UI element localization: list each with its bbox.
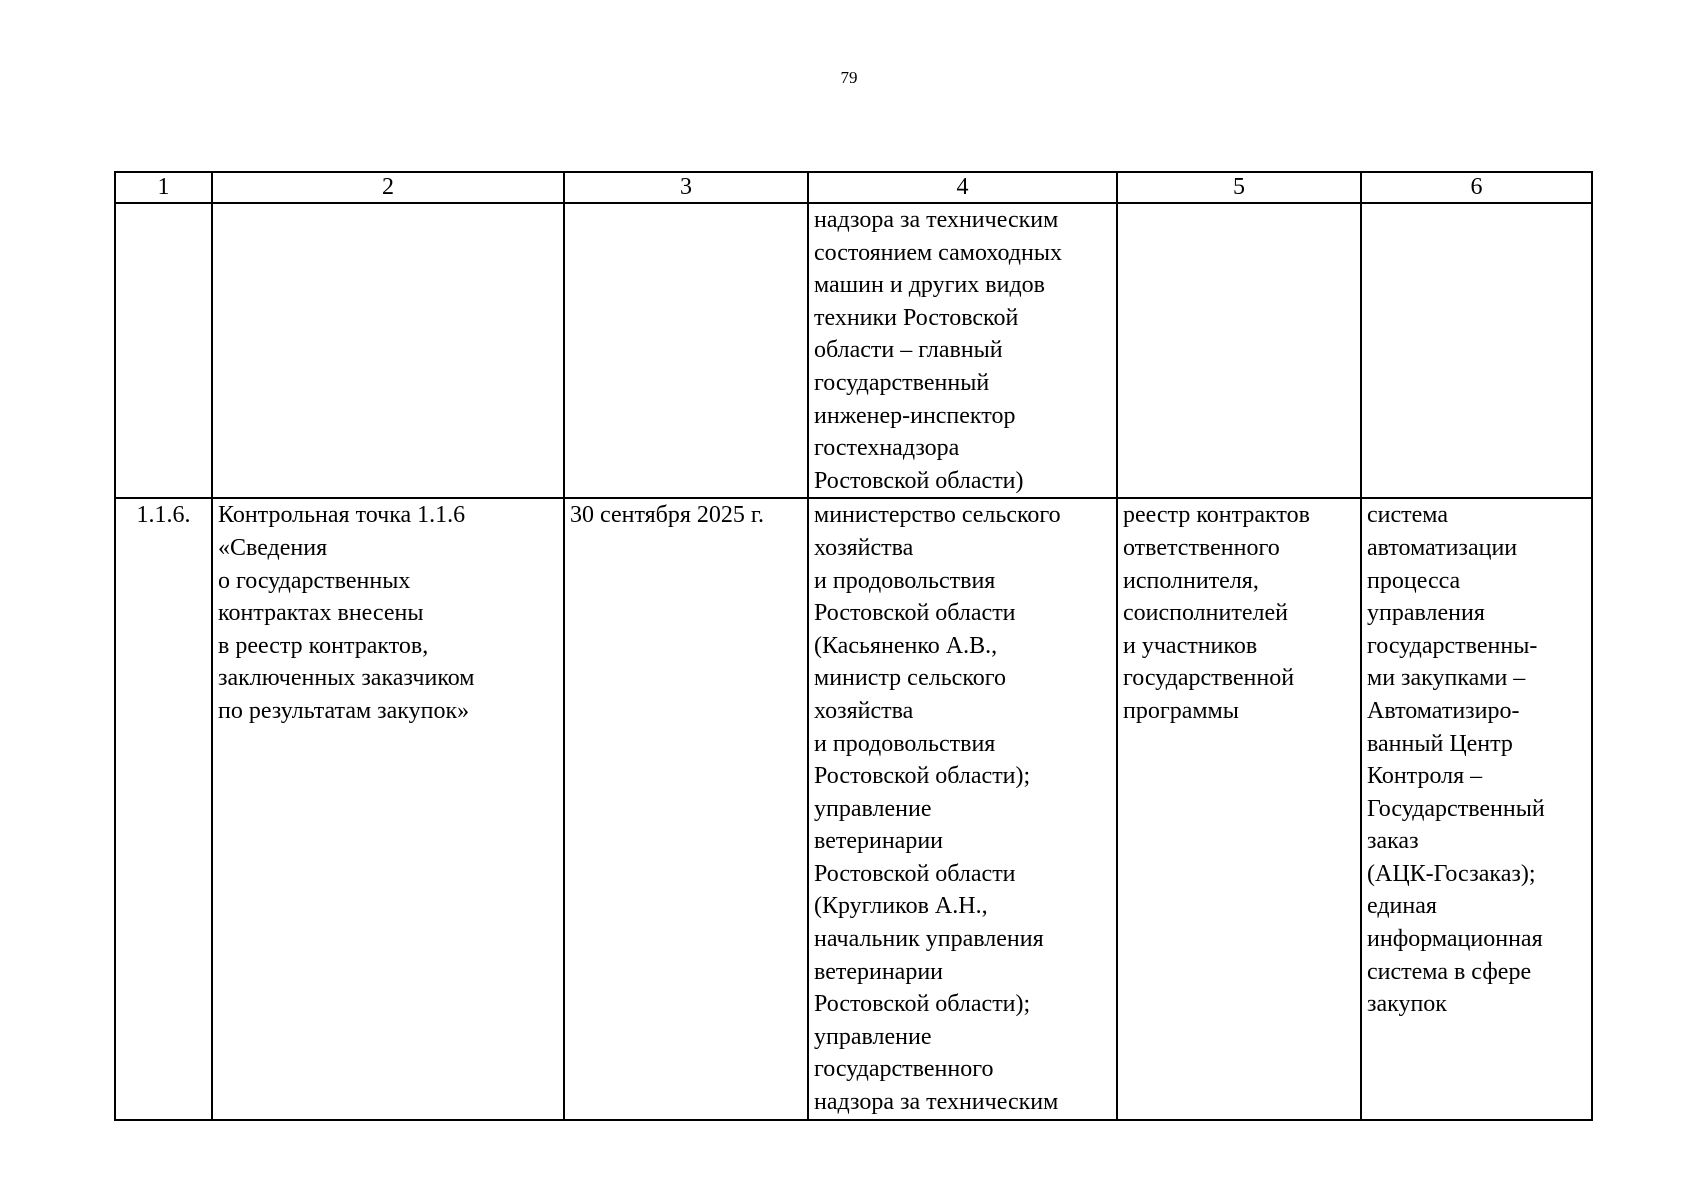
column-header-6: 6: [1361, 172, 1592, 203]
table-cell-col-5: [1117, 498, 1361, 1119]
cell-text-line: надзора за техническим: [814, 207, 1059, 233]
cell-text-line: Контрольная точка 1.1.6: [218, 502, 466, 529]
column-header-3: 3: [564, 172, 808, 203]
table-cell-col-4: [808, 498, 1117, 1119]
cell-text-line: Государственный: [1367, 795, 1545, 822]
cell-text-line: и участников: [1123, 632, 1258, 659]
cell-text-line: Ростовской области: [814, 600, 1016, 627]
cell-text-line: информационная: [1367, 926, 1543, 953]
cell-text-line: надзора за техническим: [814, 1089, 1059, 1116]
cell-text-line: и продовольствия: [814, 567, 996, 594]
table-cell-col-1: [115, 498, 212, 1119]
cell-text-line: машин и других видов: [814, 272, 1045, 299]
table-cell-col-5: [1117, 203, 1361, 498]
cell-text-line: по результатам закупок»: [218, 697, 470, 724]
cell-text-line: в реестр контрактов,: [218, 632, 429, 659]
cell-text-line: единая: [1367, 893, 1437, 920]
cell-text-line: хозяйства: [814, 534, 914, 561]
cell-text-line: процесса: [1367, 567, 1461, 594]
cell-text-line: заключенных заказчиком: [218, 665, 475, 692]
column-header-2: 2: [212, 172, 564, 203]
table-cell-col-3: [564, 203, 808, 498]
cell-text-line: управления: [1367, 600, 1485, 627]
cell-text-line: управление: [814, 1023, 932, 1050]
cell-text-line: система: [1367, 502, 1448, 529]
table-cell-col-3: [564, 498, 808, 1119]
document-table: [114, 171, 1593, 1121]
table-cell-col-1: [115, 203, 212, 498]
cell-text-line: исполнителя,: [1123, 567, 1259, 594]
table-header-row: [115, 172, 1592, 203]
cell-text-line: государственной: [1123, 665, 1295, 692]
column-header-1: 1: [115, 172, 212, 203]
cell-text-line: Автоматизиро-: [1367, 697, 1520, 724]
cell-text-line: «Сведения: [218, 534, 328, 561]
cell-text-line: Ростовской области);: [814, 991, 1031, 1018]
cell-text-line: о государственных: [218, 567, 411, 594]
cell-text-line: гостехнадзора: [814, 435, 960, 462]
cell-text-line: ответственного: [1123, 534, 1280, 561]
cell-text-line: программы: [1123, 697, 1239, 724]
table-cell-col-2: [212, 203, 564, 498]
cell-text-line: министр сельского: [814, 665, 1007, 692]
cell-text-line: государственный: [814, 369, 990, 396]
cell-text-line: ветеринарии: [814, 828, 944, 855]
cell-text-line: инженер-инспектор: [814, 402, 1016, 429]
table-cell-col-6: [1361, 203, 1592, 498]
table-row: [115, 498, 1592, 1119]
cell-text-line: 1.1.6.: [136, 502, 191, 529]
cell-text-line: начальник управления: [814, 926, 1044, 953]
cell-text-line: ванный Центр: [1367, 730, 1513, 757]
cell-text-line: реестр контрактов: [1123, 502, 1310, 529]
table-row: [115, 203, 1592, 498]
cell-text-line: министерство сельского: [814, 502, 1061, 529]
cell-text-line: и продовольствия: [814, 730, 996, 757]
cell-text-line: Контроля –: [1367, 763, 1483, 790]
cell-text-line: управление: [814, 795, 932, 822]
column-header-5: 5: [1117, 172, 1361, 203]
cell-text-line: Ростовской области: [814, 860, 1016, 887]
cell-text-line: закупок: [1367, 991, 1447, 1018]
cell-text-line: система в сфере: [1367, 958, 1532, 985]
column-header-4: 4: [808, 172, 1117, 203]
cell-text-line: заказ: [1367, 828, 1419, 855]
cell-text-line: техники Ростовской: [814, 304, 1019, 331]
table-cell-col-6: [1361, 498, 1592, 1119]
table-cell-col-4: [808, 203, 1117, 498]
cell-text-line: ветеринарии: [814, 958, 944, 985]
cell-text-line: (Касьяненко А.В.,: [814, 632, 998, 659]
cell-text-line: государственны-: [1367, 632, 1538, 659]
cell-text-line: (АЦК-Госзаказ);: [1367, 860, 1536, 887]
cell-text-line: ми закупками –: [1367, 665, 1526, 692]
cell-text-line: области – главный: [814, 337, 1003, 364]
cell-text-line: соисполнителей: [1123, 600, 1288, 627]
cell-text-line: государственного: [814, 1056, 994, 1083]
cell-text-line: Ростовской области);: [814, 763, 1031, 790]
cell-text-line: контрактах внесены: [218, 600, 424, 627]
cell-text-line: автоматизации: [1367, 534, 1518, 561]
cell-text-line: хозяйства: [814, 697, 914, 724]
cell-text-line: (Кругликов А.Н.,: [814, 893, 988, 920]
cell-text-line: 30 сентября 2025 г.: [570, 502, 765, 529]
cell-text-line: Ростовской области): [814, 467, 1024, 494]
table-cell-col-2: [212, 498, 564, 1119]
page-number: 79: [840, 68, 858, 87]
cell-text-line: состоянием самоходных: [814, 239, 1062, 266]
